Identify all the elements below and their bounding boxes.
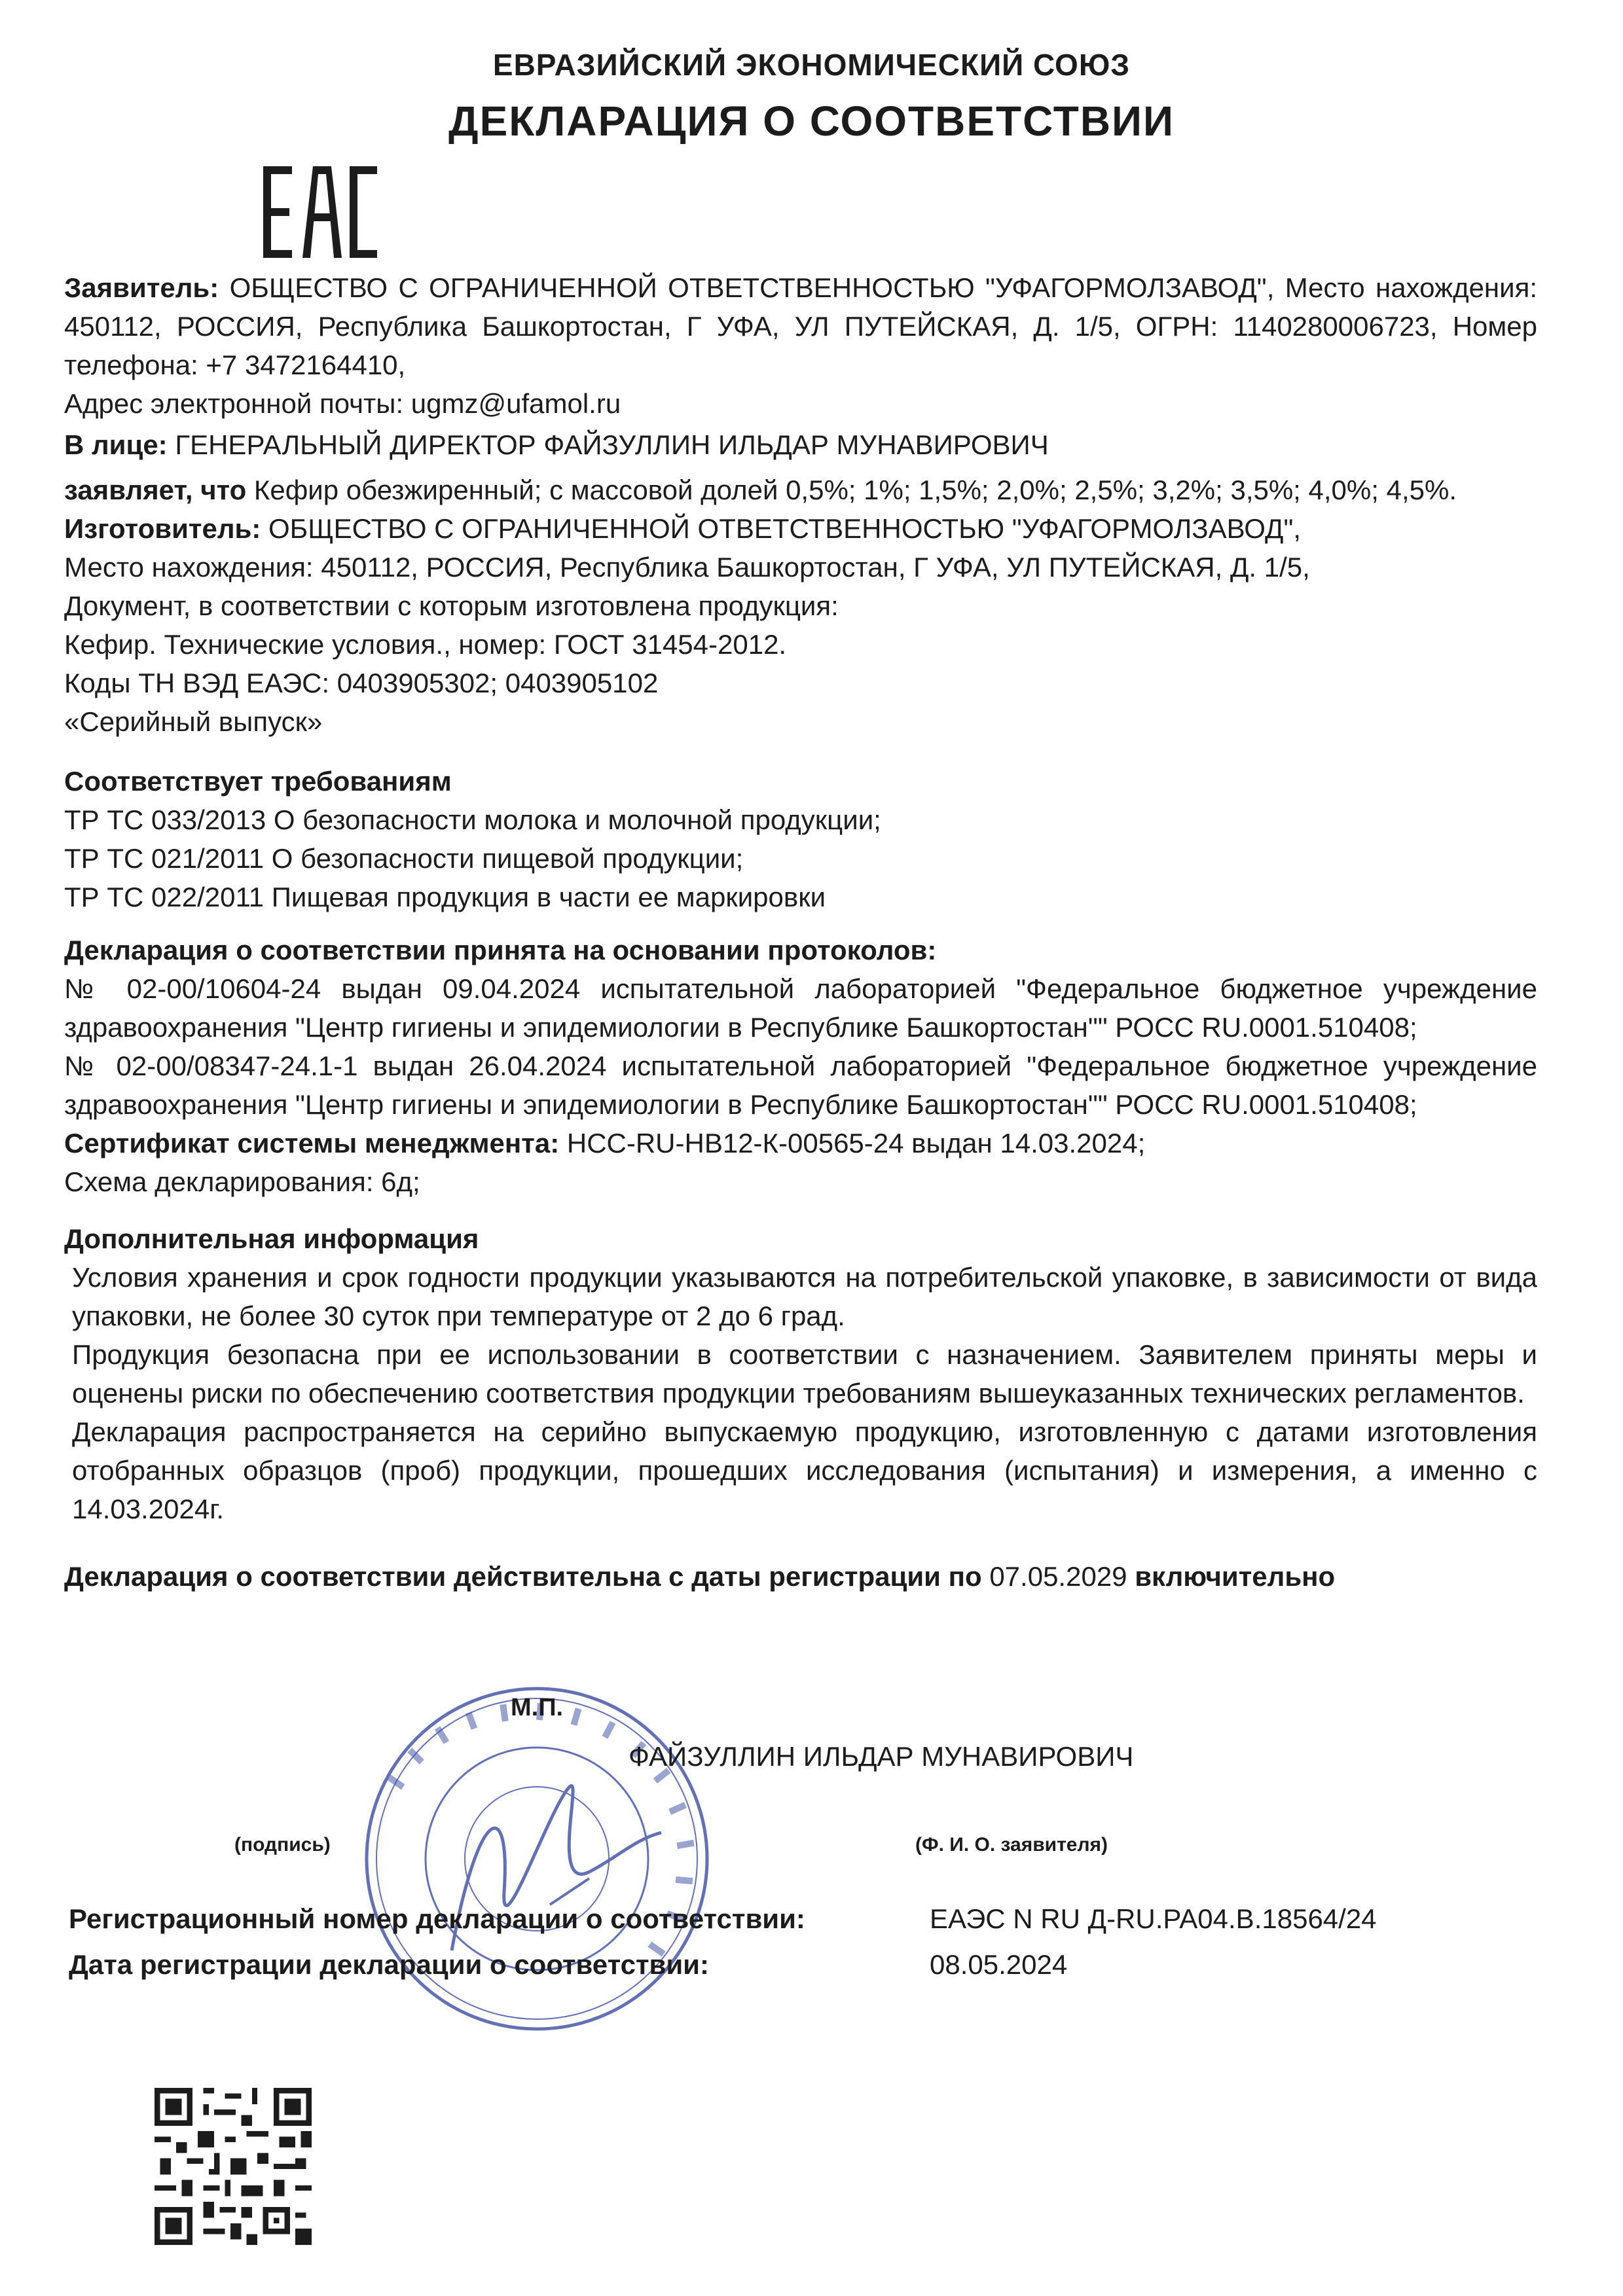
requirement-item: ТР ТС 033/2013 О безопасности молока и молочной продукции;	[64, 804, 881, 835]
certificate-label: Сертификат системы менеджмента:	[64, 1128, 560, 1158]
additional-paragraph: Продукция безопасна при ее использовании в соответствии с назначением. Заявителем приняты меры и оценены риски по обеспечению соответствия продукции требованиям вышеуказанных технических регламентов.	[72, 1339, 1537, 1408]
eac-logo-icon	[262, 162, 380, 260]
manufacturer-paragraph	[64, 509, 1537, 548]
stamp-place-label: М.П.	[511, 1694, 564, 1721]
registration-date-value: 08.05.2024	[930, 1949, 1068, 1980]
validity-prefix: Декларация о соответствии действительна с даты регистрации по	[64, 1561, 982, 1592]
declares-text: Кефир обезжиренный; с массовой долей 0,5%; 1%; 1,5%; 2,0%; 2,5%; 3,2%; 3,5%; 4,0%; 4,5%.	[253, 475, 1457, 505]
certificate-value: НСС-RU-НВ12-К-00565-24 выдан 14.03.2024;	[566, 1128, 1146, 1158]
applicant-text: ОБЩЕСТВО С ОГРАНИЧЕННОЙ ОТВЕТСТВЕННОСТЬЮ "УФАГОРМОЛЗАВОД", Место нахождения: 450112, РОССИЯ, Республика Башкортостан, Г УФА, УЛ ПУТЕЙСКАЯ, Д. 1/5, ОГРН: 1140280006723, Номер телефона: +7 3472164410,	[64, 272, 1538, 380]
signature-block	[0, 1662, 1623, 2055]
applicant-email: Адрес электронной почты: ugmz@ufamol.ru	[64, 388, 621, 419]
manufacturer-text: ОБЩЕСТВО С ОГРАНИЧЕННОЙ ОТВЕТСТВЕННОСТЬЮ "УФАГОРМОЛЗАВОД",	[268, 513, 1302, 544]
representative-label: В лице:	[64, 429, 168, 460]
registration-number-value: ЕАЭС N RU Д-RU.PA04.B.18564/24	[930, 1903, 1377, 1934]
registration-date-label: Дата регистрации декларации о соответствии:	[69, 1949, 709, 1980]
management-certificate	[64, 1124, 1537, 1162]
signature-caption: (подпись)	[234, 1834, 331, 1856]
requirement-item: ТР ТС 021/2011 О безопасности пищевой продукции;	[64, 843, 744, 874]
declares-paragraph	[64, 471, 1537, 509]
declaration-body	[64, 268, 1537, 1596]
manufacturer-label: Изготовитель:	[64, 513, 261, 544]
additional-paragraph: Декларация распространяется на серийно выпускаемую продукцию, изготовленную с датами изготовления отобранных образцов (проб) продукции, прошедших исследования (испытания) и измерения, а именно с 14.03.2024г.	[72, 1416, 1537, 1524]
fio-caption: (Ф. И. О. заявителя)	[915, 1834, 1108, 1856]
additional-heading: Дополнительная информация	[64, 1223, 479, 1254]
validity-date: 07.05.2029	[989, 1561, 1127, 1592]
document-title: ДЕКЛАРАЦИЯ О СООТВЕТСТВИИ	[448, 98, 1175, 145]
manufacturer-doc-label: Документ, в соответствии с которым изготовлена продукция:	[64, 590, 839, 621]
registration-number-label: Регистрационный номер декларации о соответствии:	[69, 1903, 805, 1934]
protocols-heading: Декларация о соответствии принята на основании протоколов:	[64, 935, 937, 965]
signatory-name: ФАЙЗУЛЛИН ИЛЬДАР МУНАВИРОВИЧ	[629, 1741, 1134, 1772]
manufacturer-doc: Кефир. Технические условия., номер: ГОСТ 31454-2012.	[64, 629, 787, 660]
requirement-item: ТР ТС 022/2011 Пищевая продукция в части ее маркировки	[64, 882, 826, 912]
protocol-item: № 02-00/08347-24.1-1 выдан 26.04.2024 испытательной лабораторией "Федеральное бюджетное учреждение здравоохранения "Центр гигиены и эпидемиологии в Республике Башкортостан"" РОСС RU.0001.510408;	[64, 1050, 1537, 1120]
tn-ved-codes: Коды ТН ВЭД ЕАЭС: 0403905302; 0403905102	[64, 668, 659, 698]
representative-paragraph	[64, 425, 1537, 464]
additional-paragraph: Условия хранения и срок годности продукции указываются на потребительской упаковке, в зависимости от вида упаковки, не более 30 суток при температуре от 2 до 6 град.	[72, 1262, 1537, 1331]
declares-label: заявляет, что	[64, 475, 247, 505]
validity-suffix: включительно	[1135, 1561, 1336, 1592]
requirements-heading: Соответствует требованиям	[64, 766, 452, 797]
validity-line	[64, 1557, 1537, 1596]
manufacturer-address: Место нахождения: 450112, РОССИЯ, Республика Башкортостан, Г УФА, УЛ ПУТЕЙСКАЯ, Д. 1/5,	[64, 552, 1310, 583]
union-heading: ЕВРАЗИЙСКИЙ ЭКОНОМИЧЕСКИЙ СОЮЗ	[492, 48, 1131, 82]
serial-release: «Серийный выпуск»	[64, 706, 323, 737]
declaration-scheme: Схема декларирования: 6д;	[64, 1166, 420, 1197]
representative-text: ГЕНЕРАЛЬНЫЙ ДИРЕКТОР ФАЙЗУЛЛИН ИЛЬДАР МУНАВИРОВИЧ	[175, 429, 1049, 460]
qr-code-icon	[155, 2088, 312, 2245]
applicant-label: Заявитель:	[64, 272, 219, 303]
applicant-paragraph	[64, 268, 1537, 384]
protocol-item: № 02-00/10604-24 выдан 09.04.2024 испытательной лабораторией "Федеральное бюджетное учреждение здравоохранения "Центр гигиены и эпидемиологии в Республике Башкортостан"" РОСС RU.0001.510408;	[64, 973, 1537, 1043]
